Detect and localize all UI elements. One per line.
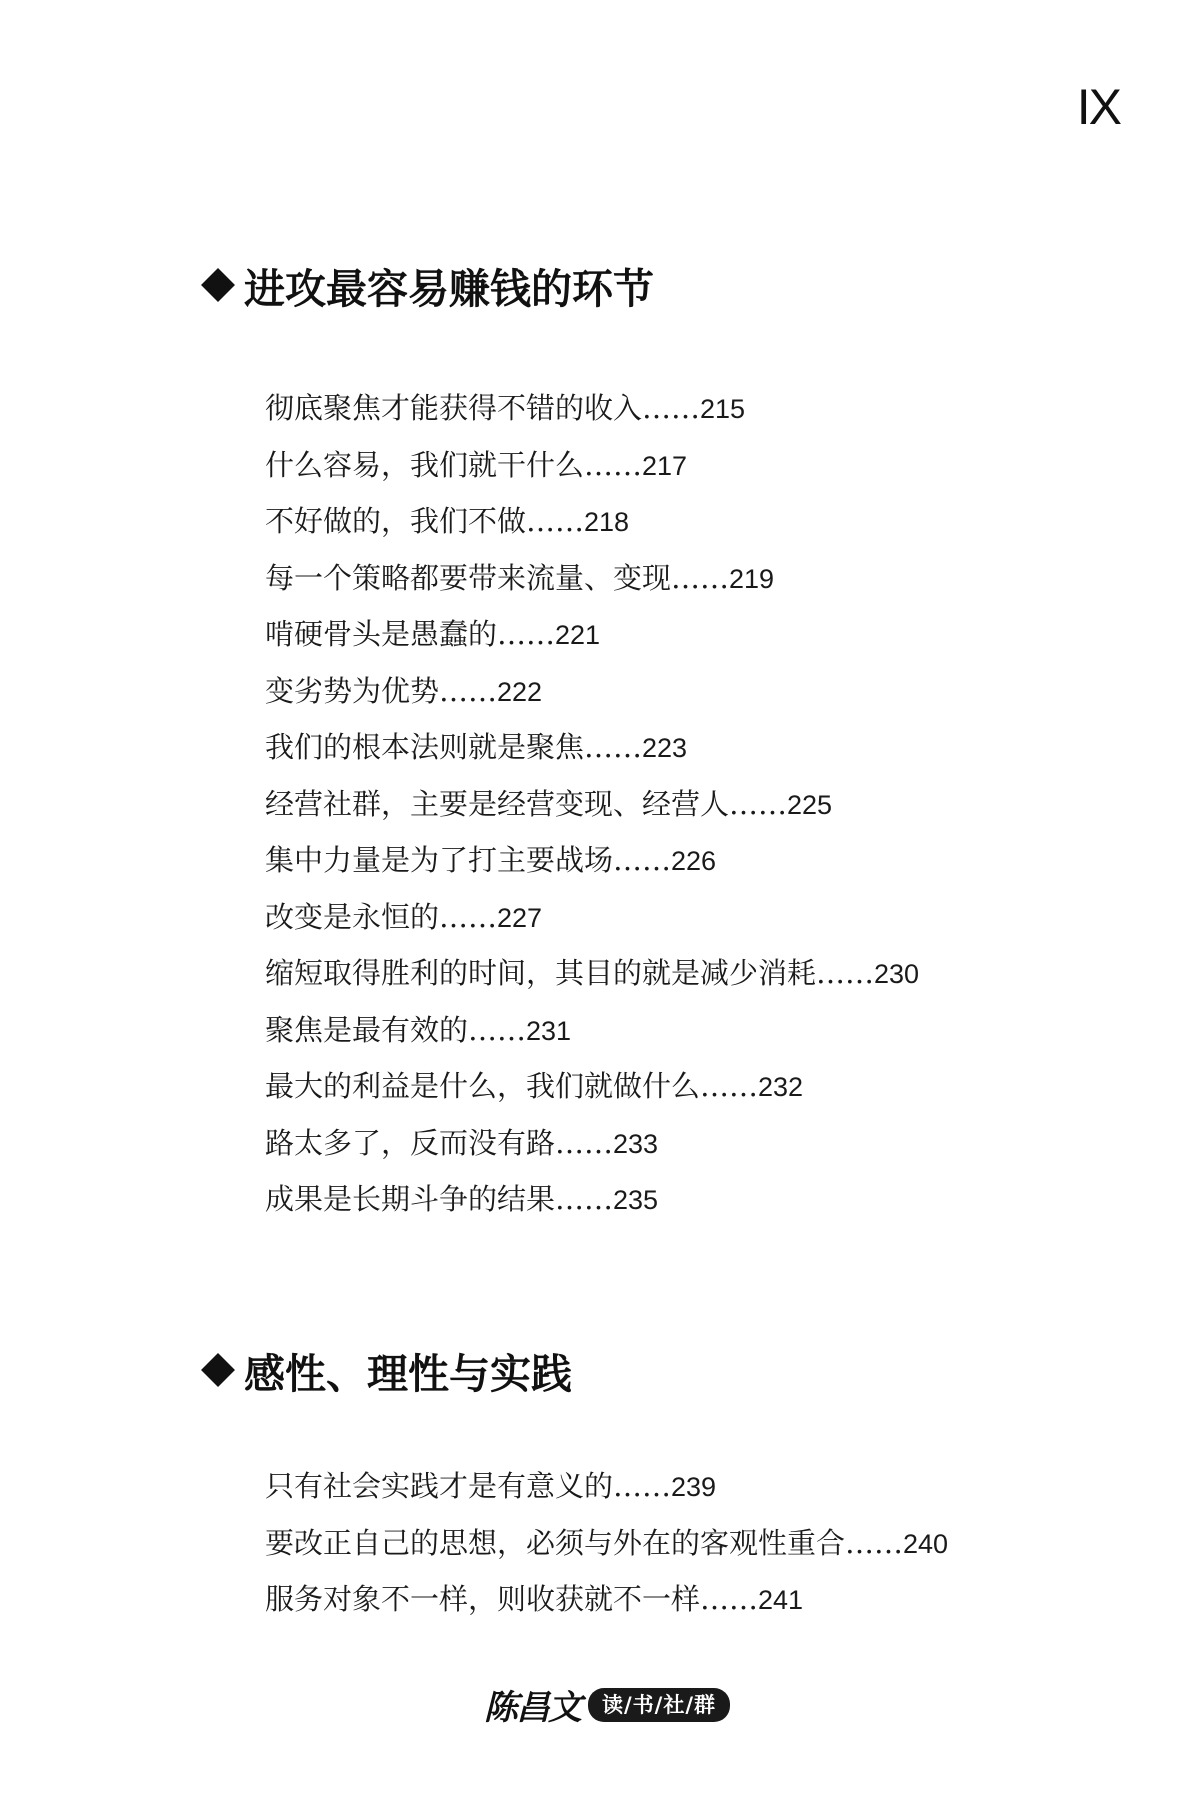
toc-entry[interactable] [265,832,919,889]
toc-entry-page: 225 [787,789,833,820]
toc-leader-dots: …… [584,730,643,764]
toc-list [265,1458,948,1628]
logo-name: 陈昌文 [484,1688,580,1728]
toc-entry-page: 230 [874,959,920,989]
toc-leader-dots: …… [468,1012,527,1047]
section-heading-text: 感性、理性与实践 [244,1349,572,1398]
toc-entry-title: 只有社会实践才是有意义的 [265,1469,614,1503]
toc-leader-dots: …… [497,617,556,651]
toc-entry-title: 变劣势为优势 [265,673,440,708]
toc-section [200,1340,1100,1616]
toc-entry-title: 要改正自己的思想，必须与外在的客观性重合 [265,1525,846,1560]
toc-entry[interactable] [265,1058,919,1115]
toc-entry[interactable] [265,776,919,833]
toc-entry-page: 235 [613,1185,659,1215]
toc-leader-dots: …… [700,1069,759,1103]
toc-entry-title: 成果是长期斗争的结果 [265,1182,556,1216]
toc-entry-title: 改变是永恒的 [265,899,440,934]
section-heading [200,255,1100,315]
toc-entry[interactable] [265,945,919,1002]
toc-entry-title: 经营社群，主要是经营变现、经营人 [265,786,730,821]
toc-leader-dots: …… [555,1182,614,1216]
toc-leader-dots: …… [642,391,701,425]
toc-entry-title: 最大的利益是什么，我们就做什么 [265,1069,701,1103]
toc-leader-dots: …… [526,504,585,538]
toc-entry[interactable] [265,1115,919,1172]
page-number: IX [1076,79,1120,135]
diamond-bullet-icon [201,1353,235,1387]
toc-entry-title: 不好做的，我们不做 [265,504,527,538]
toc-entry[interactable] [265,1002,919,1059]
toc-leader-dots: …… [439,673,498,708]
toc-entry[interactable] [265,493,919,550]
toc-entry-page: 226 [671,846,717,876]
toc-entry-page: 227 [497,902,543,933]
toc-entry-title: 每一个策略都要带来流量、变现 [265,560,672,595]
toc-leader-dots: …… [671,560,730,595]
toc-entry[interactable] [265,1171,919,1228]
toc-section [200,255,1100,1216]
toc-entry[interactable] [265,380,919,437]
toc-leader-dots: …… [816,956,875,990]
toc-leader-dots: …… [845,1525,904,1560]
toc-entry[interactable] [265,606,919,663]
toc-entry[interactable] [265,719,919,776]
toc-entry-title: 什么容易，我们就干什么 [265,447,585,482]
toc-entry-title: 服务对象不一样，则收获就不一样 [265,1582,701,1616]
toc-entry-page: 217 [642,450,688,481]
toc-entry[interactable] [265,437,919,494]
toc-entry-page: 215 [700,394,746,424]
toc-entry-page: 223 [642,733,688,763]
toc-entry-title: 我们的根本法则就是聚焦 [265,730,585,764]
toc-leader-dots: …… [584,447,643,482]
toc-entry-title: 彻底聚焦才能获得不错的收入 [265,391,643,425]
diamond-bullet-icon [201,268,235,302]
toc-entry-title: 集中力量是为了打主要战场 [265,843,614,877]
toc-leader-dots: …… [555,1125,614,1160]
footer-logo [484,1680,730,1729]
toc-entry-page: 239 [671,1472,717,1502]
toc-list [265,380,919,1228]
toc-entry-page: 218 [584,507,630,537]
toc-entry-page: 241 [758,1585,804,1615]
section-heading-text: 进攻最容易赚钱的环节 [244,264,654,313]
toc-leader-dots: …… [729,786,788,821]
toc-entry-title: 缩短取得胜利的时间，其目的就是减少消耗 [265,956,817,990]
toc-entry-page: 232 [758,1072,804,1102]
toc-entry-page: 233 [613,1128,659,1159]
toc-leader-dots: …… [439,899,498,934]
toc-entry-page: 219 [729,563,775,594]
toc-entry[interactable] [265,1571,948,1628]
toc-entry-page: 240 [903,1528,949,1559]
toc-entry-page: 221 [555,620,601,650]
toc-entry-title: 啃硬骨头是愚蠢的 [265,617,498,651]
toc-entry[interactable] [265,889,919,946]
toc-entry[interactable] [265,1458,948,1515]
toc-leader-dots: …… [613,843,672,877]
toc-entry-page: 231 [526,1015,572,1046]
logo-tag-badge: 读/书/社/群 [588,1688,730,1722]
toc-leader-dots: …… [700,1582,759,1616]
toc-entry[interactable] [265,550,919,607]
toc-entry[interactable] [265,1515,948,1572]
toc-entry-page: 222 [497,676,543,707]
toc-entry-title: 路太多了，反而没有路 [265,1125,556,1160]
toc-entry[interactable] [265,663,919,720]
toc-entry-title: 聚焦是最有效的 [265,1012,469,1047]
section-heading [200,1340,1100,1400]
toc-leader-dots: …… [613,1469,672,1503]
